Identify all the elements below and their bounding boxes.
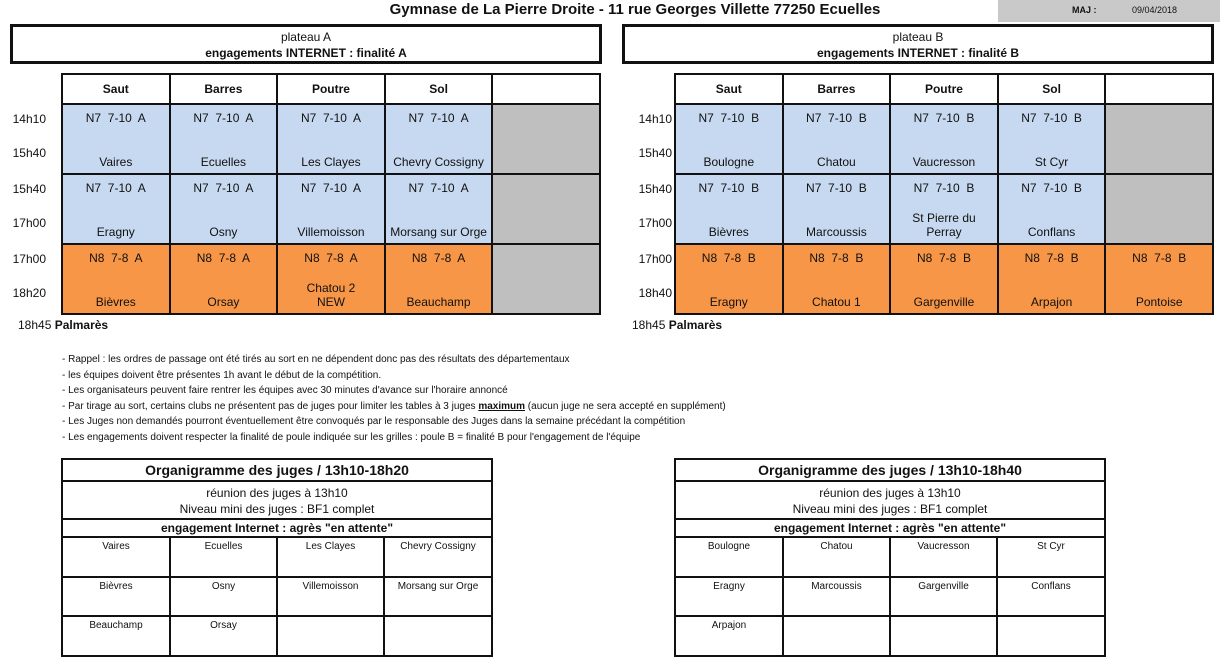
judge-club-cell: Arpajon bbox=[676, 616, 783, 655]
judge-club-cell: Chatou bbox=[783, 538, 890, 577]
club-name: Morsang sur Orge bbox=[390, 225, 487, 239]
level-code: N7 7-10 B bbox=[1021, 181, 1082, 195]
rotation-cell bbox=[62, 104, 170, 174]
update-date-box bbox=[998, 0, 1220, 22]
empty-slot bbox=[492, 174, 600, 244]
club-name: Ecuelles bbox=[200, 155, 247, 169]
judges-organigram-b bbox=[674, 458, 1106, 657]
start-time: 15h40 bbox=[12, 182, 46, 196]
rotation-cell bbox=[1105, 244, 1213, 314]
apparatus-header: Sol bbox=[385, 74, 493, 104]
apparatus-header: Barres bbox=[783, 74, 891, 104]
judge-club-cell: Boulogne bbox=[676, 538, 783, 577]
club-name: Arpajon bbox=[1030, 295, 1073, 309]
level-code: N7 7-10 B bbox=[806, 111, 867, 125]
plateau-a-times bbox=[0, 112, 46, 322]
level-code: N8 7-8 A bbox=[304, 251, 358, 265]
judge-club-cell: Ecuelles bbox=[170, 538, 277, 577]
note-tirage-before: - Par tirage au sort, certains clubs ne présentent pas de juges pour limiter les tables à 3 juges bbox=[62, 400, 479, 412]
palmares-label: Palmarès bbox=[668, 318, 723, 332]
level-code: N7 7-10 B bbox=[913, 181, 975, 195]
plateau-b-schedule bbox=[674, 73, 1214, 315]
judge-club-cell: Conflans bbox=[997, 577, 1104, 616]
level-code: N7 7-10 A bbox=[300, 181, 361, 195]
judge-level: Niveau mini des juges : BF1 complet bbox=[179, 502, 375, 516]
judges-grid bbox=[676, 538, 1104, 655]
level-code: N8 7-8 B bbox=[1132, 251, 1187, 265]
judge-club-cell: Villemoisson bbox=[277, 577, 384, 616]
club-name: Chatou 2 NEW bbox=[306, 281, 356, 309]
rotation-cell bbox=[890, 244, 998, 314]
apparatus-header: Saut bbox=[62, 74, 170, 104]
level-code: N7 7-10 A bbox=[300, 111, 361, 125]
level-code: N7 7-10 B bbox=[913, 111, 975, 125]
club-name: Bièvres bbox=[95, 295, 136, 309]
rotation-cell bbox=[998, 104, 1106, 174]
level-code: N7 7-10 A bbox=[408, 111, 469, 125]
organigram-info bbox=[63, 482, 491, 520]
start-time: 17h00 bbox=[12, 252, 46, 266]
rotation-cell bbox=[277, 174, 385, 244]
club-name: Les Clayes bbox=[301, 155, 361, 169]
club-name: Osny bbox=[209, 225, 238, 239]
palmares-label: Palmarès bbox=[54, 318, 109, 332]
level-code: N7 7-10 B bbox=[806, 181, 867, 195]
club-name: Conflans bbox=[1027, 225, 1076, 239]
palmares-time: 18h45 bbox=[18, 318, 52, 332]
end-time: 15h40 bbox=[638, 146, 672, 160]
judge-club-cell: Marcoussis bbox=[783, 577, 890, 616]
end-time: 18h40 bbox=[638, 286, 672, 300]
plateau-b-header bbox=[622, 24, 1214, 64]
club-name: Vaucresson bbox=[912, 155, 976, 169]
empty-slot bbox=[492, 104, 600, 174]
meeting-time: réunion des juges à 13h10 bbox=[819, 486, 961, 500]
club-name: Pontoise bbox=[1135, 295, 1183, 309]
level-code: N7 7-10 A bbox=[193, 111, 254, 125]
engagement-note: engagement Internet : agrès "en attente" bbox=[676, 520, 1104, 538]
level-code: N7 7-10 B bbox=[1021, 111, 1082, 125]
judge-club-cell bbox=[890, 616, 997, 655]
club-name: Chatou bbox=[817, 155, 856, 169]
judge-club-cell: Bièvres bbox=[63, 577, 170, 616]
rotation-cell bbox=[675, 174, 783, 244]
judge-club-cell: Osny bbox=[170, 577, 277, 616]
rotation-cell bbox=[170, 104, 278, 174]
level-code: N8 7-8 B bbox=[701, 251, 756, 265]
empty-slot bbox=[1105, 104, 1213, 174]
level-code: N8 7-8 B bbox=[1024, 251, 1079, 265]
rotation-cell bbox=[998, 244, 1106, 314]
apparatus-header: Saut bbox=[675, 74, 783, 104]
note-line: - Les engagements doivent respecter la finalité de poule indiquée sur les grilles : poule B = finalité B pour l'engagement de l'équipe bbox=[62, 431, 641, 443]
club-name: Eragny bbox=[96, 225, 135, 239]
judge-club-cell: Morsang sur Orge bbox=[384, 577, 491, 616]
judge-club-cell: Les Clayes bbox=[277, 538, 384, 577]
apparatus-header: Barres bbox=[170, 74, 278, 104]
end-time: 15h40 bbox=[12, 146, 46, 160]
start-time: 15h40 bbox=[638, 182, 672, 196]
rotation-cell bbox=[675, 104, 783, 174]
club-name: Marcoussis bbox=[806, 225, 867, 239]
rotation-cell bbox=[890, 174, 998, 244]
judge-club-cell bbox=[277, 616, 384, 655]
end-time: 17h00 bbox=[638, 216, 672, 230]
rotation-cell bbox=[783, 244, 891, 314]
judge-club-cell: Chevry Cossigny bbox=[384, 538, 491, 577]
update-label: MAJ : bbox=[1072, 5, 1097, 15]
update-date: 09/04/2018 bbox=[1132, 5, 1178, 15]
page-title: Gymnase de La Pierre Droite - 11 rue Georges Villette 77250 Ecuelles bbox=[389, 1, 881, 18]
plateau-b-title: plateau B bbox=[892, 30, 944, 44]
rules-notes bbox=[62, 352, 726, 445]
plateau-a-subtitle: engagements INTERNET : finalité A bbox=[205, 46, 407, 60]
judge-club-cell: Eragny bbox=[676, 577, 783, 616]
club-name: Vaires bbox=[99, 155, 133, 169]
level-code: N8 7-8 A bbox=[196, 251, 251, 265]
judges-grid bbox=[63, 538, 491, 655]
empty-slot bbox=[1105, 174, 1213, 244]
apparatus-header bbox=[492, 74, 600, 104]
level-code: N8 7-8 A bbox=[89, 251, 143, 265]
organigram-title: Organigramme des juges / 13h10-18h40 bbox=[676, 460, 1104, 482]
end-time: 18h20 bbox=[12, 286, 46, 300]
judge-club-cell: Vaires bbox=[63, 538, 170, 577]
club-name: Beauchamp bbox=[406, 295, 471, 309]
rotation-cell bbox=[783, 174, 891, 244]
rotation-cell bbox=[998, 174, 1106, 244]
start-time: 17h00 bbox=[638, 252, 672, 266]
level-code: N7 7-10 B bbox=[698, 111, 760, 125]
rotation-cell bbox=[277, 244, 385, 314]
rotation-cell bbox=[277, 104, 385, 174]
judge-club-cell: Beauchamp bbox=[63, 616, 170, 655]
rotation-cell bbox=[170, 174, 278, 244]
note-line: - Les organisateurs peuvent faire rentrer les équipes avec 30 minutes d'avance sur l'horaire annoncé bbox=[62, 385, 508, 396]
judge-club-cell bbox=[783, 616, 890, 655]
note-line: - Les Juges non demandés pourront éventuellement être convoqués par le responsable des Juges dans la semaine précédant la compétition bbox=[62, 416, 686, 427]
apparatus-header: Sol bbox=[998, 74, 1106, 104]
judge-club-cell bbox=[384, 616, 491, 655]
club-name: Chatou 1 bbox=[812, 295, 861, 309]
rotation-cell bbox=[385, 244, 493, 314]
end-time: 17h00 bbox=[12, 216, 46, 230]
level-code: N8 7-8 A bbox=[411, 251, 466, 265]
club-name: Villemoisson bbox=[297, 225, 365, 239]
rotation-cell bbox=[675, 244, 783, 314]
club-name: Orsay bbox=[207, 295, 240, 309]
judge-club-cell: St Cyr bbox=[997, 538, 1104, 577]
judge-level: Niveau mini des juges : BF1 complet bbox=[792, 502, 988, 516]
rotation-cell bbox=[170, 244, 278, 314]
judge-club-cell: Orsay bbox=[170, 616, 277, 655]
plateau-b-palmares bbox=[632, 318, 722, 332]
level-code: N7 7-10 B bbox=[698, 181, 760, 195]
level-code: N7 7-10 A bbox=[85, 111, 146, 125]
level-code: N8 7-8 B bbox=[916, 251, 971, 265]
rotation-cell bbox=[890, 104, 998, 174]
plateau-a-schedule bbox=[61, 73, 601, 315]
level-code: N7 7-10 A bbox=[408, 181, 469, 195]
note-line: - Rappel : les ordres de passage ont été tirés au sort en ne dépendent donc pas des résultats des départementaux bbox=[62, 354, 570, 365]
note-line-tirage bbox=[62, 399, 726, 415]
start-time: 14h10 bbox=[638, 112, 672, 126]
judge-club-cell: Vaucresson bbox=[890, 538, 997, 577]
organigram-title: Organigramme des juges / 13h10-18h20 bbox=[63, 460, 491, 482]
note-tirage-after: (aucun juge ne sera accepté en supplément) bbox=[525, 400, 726, 412]
plateau-a-title: plateau A bbox=[280, 30, 332, 44]
club-name: Eragny bbox=[709, 295, 748, 309]
judges-organigram-a bbox=[61, 458, 493, 657]
judge-club-cell: Gargenville bbox=[890, 577, 997, 616]
organigram-info bbox=[676, 482, 1104, 520]
judge-club-cell bbox=[997, 616, 1104, 655]
club-name: Bièvres bbox=[708, 225, 749, 239]
rotation-cell bbox=[62, 244, 170, 314]
plateau-a-header bbox=[10, 24, 602, 64]
empty-slot bbox=[492, 244, 600, 314]
club-name: St Pierre du Perray bbox=[912, 211, 976, 239]
rotation-cell bbox=[385, 174, 493, 244]
club-name: Boulogne bbox=[703, 155, 755, 169]
club-name: Gargenville bbox=[913, 295, 975, 309]
note-tirage-bold: maximum bbox=[478, 400, 526, 412]
note-line: - les équipes doivent être présentes 1h avant le début de la compétition. bbox=[62, 369, 382, 381]
apparatus-header: Poutre bbox=[890, 74, 998, 104]
level-code: N7 7-10 A bbox=[85, 181, 146, 195]
level-code: N7 7-10 A bbox=[193, 181, 254, 195]
palmares-time: 18h45 bbox=[632, 318, 666, 332]
rotation-cell bbox=[783, 104, 891, 174]
engagement-note: engagement Internet : agrès "en attente" bbox=[63, 520, 491, 538]
plateau-b-subtitle: engagements INTERNET : finalité B bbox=[816, 46, 1020, 60]
club-name: Chevry Cossigny bbox=[393, 155, 484, 169]
club-name: St Cyr bbox=[1034, 155, 1069, 169]
start-time: 14h10 bbox=[12, 112, 46, 126]
apparatus-header: Poutre bbox=[277, 74, 385, 104]
meeting-time: réunion des juges à 13h10 bbox=[206, 486, 348, 500]
plateau-a-palmares bbox=[18, 318, 108, 332]
plateau-b-times bbox=[626, 112, 672, 322]
rotation-cell bbox=[385, 104, 493, 174]
rotation-cell bbox=[62, 174, 170, 244]
apparatus-header bbox=[1105, 74, 1213, 104]
level-code: N8 7-8 B bbox=[809, 251, 864, 265]
